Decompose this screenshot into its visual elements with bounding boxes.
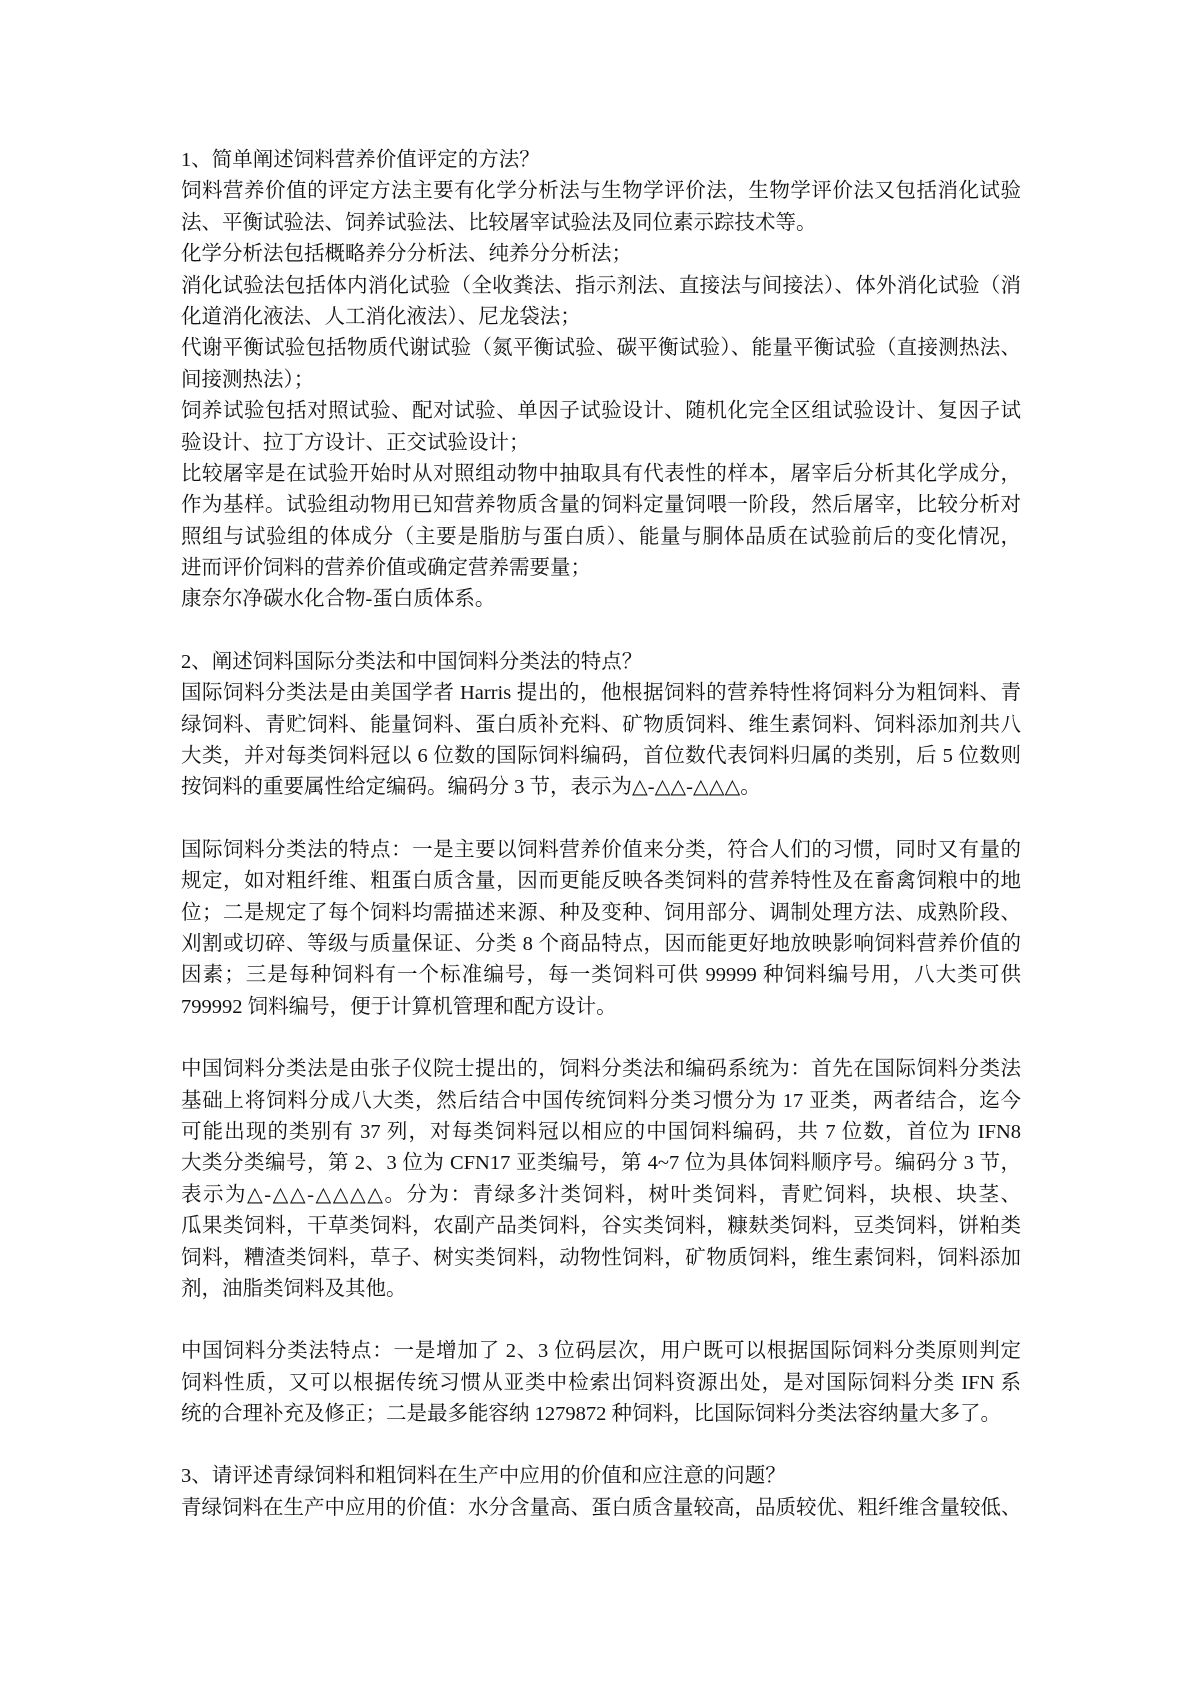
paragraph [181,1493,1021,1524]
text-line: 大类，并对每类饲料冠以 6 位数的国际饲料编码，首位数代表饲料归属的类别，后 5 位数则 [181,745,1021,768]
text-line: 基础上将饲料分成八大类，然后结合中国传统饲料分类习惯分为 17 亚类，两者结合，迄今 [181,1089,1021,1112]
text-line: 进而评价饲料的营养价值或确定营养需要量； [181,557,591,580]
text-line: 位；二是规定了每个饲料均需描述来源、种及变种、饲用部分、调制处理方法、成熟阶段、 [181,901,1021,924]
paragraph [181,1336,1021,1430]
text-line: 间接测热法）； [181,368,315,391]
text-line: 剂，油脂类饲料及其他。 [181,1277,407,1300]
paragraph [181,584,1021,615]
paragraph [181,459,1021,585]
text-line: 1、简单阐述饲料营养价值评定的方法？ [181,149,540,171]
text-line: 3、请评述青绿饲料和粗饲料在生产中应用的价值和应注意的问题？ [181,1465,786,1488]
text-line: 饲料性质，又可以根据传统习惯从亚类中检索出饲料资源出处，是对国际饲料分类 IFN 系 [181,1371,1021,1394]
text-line: 饲料营养价值的评定方法主要有化学分析法与生物学评价法，生物学评价法又包括消化试验 [181,180,1021,203]
text-line: 比较屠宰是在试验开始时从对照组动物中抽取具有代表性的样本，屠宰后分析其化学成分， [181,462,1021,485]
text-line: 照组与试验组的体成分（主要是脂肪与蛋白质）、能量与胴体品质在试验前后的变化情况， [181,525,1021,548]
text-line: 国际饲料分类法的特点：一是主要以饲料营养价值来分类，符合人们的习惯，同时又有量的 [181,838,1021,861]
text-line: 表示为△-△△-△△△△。分为：青绿多汁类饲料，树叶类饲料，青贮饲料，块根、块茎、 [181,1183,1021,1206]
question-heading [181,647,1021,678]
text-line: 消化试验法包括体内消化试验（全收粪法、指示剂法、直接法与间接法）、体外消化试验（消 [181,274,1021,297]
paragraph [181,271,1021,334]
question-heading [181,145,1021,176]
paragraph [181,176,1021,239]
paragraph [181,396,1021,459]
text-line: 瓜果类饲料，干草类饲料，农副产品类饲料，谷实类饲料，糠麸类饲料，豆类饲料，饼粕类 [181,1215,1021,1238]
text-line: 化道消化液法、人工消化液法）、尼龙袋法； [181,305,581,328]
text-line: 799992 饲料编号，便于计算机管理和配方设计。 [181,995,617,1018]
text-line: 化学分析法包括概略养分分析法、纯养分分析法； [181,243,632,266]
text-line: 国际饲料分类法是由美国学者 Harris 提出的，他根据饲料的营养特性将饲料分为粗饲料、青 [181,682,1021,705]
paragraph [181,1054,1021,1305]
text-line: 康奈尔净碳水化合物-蛋白质体系。 [181,588,496,611]
text-line: 青绿饲料在生产中应用的价值：水分含量高、蛋白质含量较高，品质较优、粗纤维含量较低、 [181,1496,1022,1519]
text-line: 按饲料的重要属性给定编码。编码分 3 节，表示为△-△△-△△△。 [181,776,761,799]
paragraph [181,678,1021,804]
text-line: 饲料，糟渣类饲料，草子、树实类饲料，动物性饲料，矿物质饲料，维生素饲料，饲料添加 [181,1246,1021,1269]
text-line: 2、阐述饲料国际分类法和中国饲料分类法的特点？ [181,650,643,673]
text-line: 刈割或切碎、等级与质量保证、分类 8 个商品特点，因而能更好地放映影响饲料营养价值的 [181,932,1021,955]
text-line: 绿饲料、青贮饲料、能量饲料、蛋白质补充料、矿物质饲料、维生素饲料、饲料添加剂共八 [181,713,1021,736]
text-line: 大类分类编号，第 2、3 位为 CFN17 亚类编号，第 4~7 位为具体饲料顺序号。编码分 3 节， [181,1152,1021,1175]
paragraph [181,239,1021,270]
text-line: 验设计、拉丁方设计、正交试验设计； [181,431,530,454]
text-line: 法、平衡试验法、饲养试验法、比较屠宰试验法及同位素示踪技术等。 [181,211,817,234]
question-heading [181,1461,1021,1492]
text-line: 统的合理补充及修正；二是最多能容纳 1279872 种饲料，比国际饲料分类法容纳量大多了。 [181,1403,1001,1426]
text-line: 因素；三是每种饲料有一个标准编号，每一类饲料可供 99999 种饲料编号用，八大类可供 [181,964,1021,987]
text-line: 中国饲料分类法是由张子仪院士提出的，饲料分类法和编码系统为：首先在国际饲料分类法 [181,1058,1021,1081]
paragraph [181,333,1021,396]
text-line: 中国饲料分类法特点：一是增加了 2、3 位码层次，用户既可以根据国际饲料分类原则判定 [181,1340,1021,1363]
text-line: 代谢平衡试验包括物质代谢试验（氮平衡试验、碳平衡试验）、能量平衡试验（直接测热法、 [181,337,1021,360]
text-line: 规定，如对粗纤维、粗蛋白质含量，因而更能反映各类饲料的营养特性及在畜禽饲粮中的地 [181,870,1021,893]
paragraph [181,835,1021,1023]
text-line: 作为基样。试验组动物用已知营养物质含量的饲料定量饲喂一阶段，然后屠宰，比较分析对 [181,494,1021,517]
text-line: 可能出现的类别有 37 列，对每类饲料冠以相应的中国饲料编码，共 7 位数，首位为 IFN8 [181,1120,1021,1143]
text-line: 饲养试验包括对照试验、配对试验、单因子试验设计、随机化完全区组试验设计、复因子试 [181,400,1021,423]
document-page [181,145,1021,1524]
